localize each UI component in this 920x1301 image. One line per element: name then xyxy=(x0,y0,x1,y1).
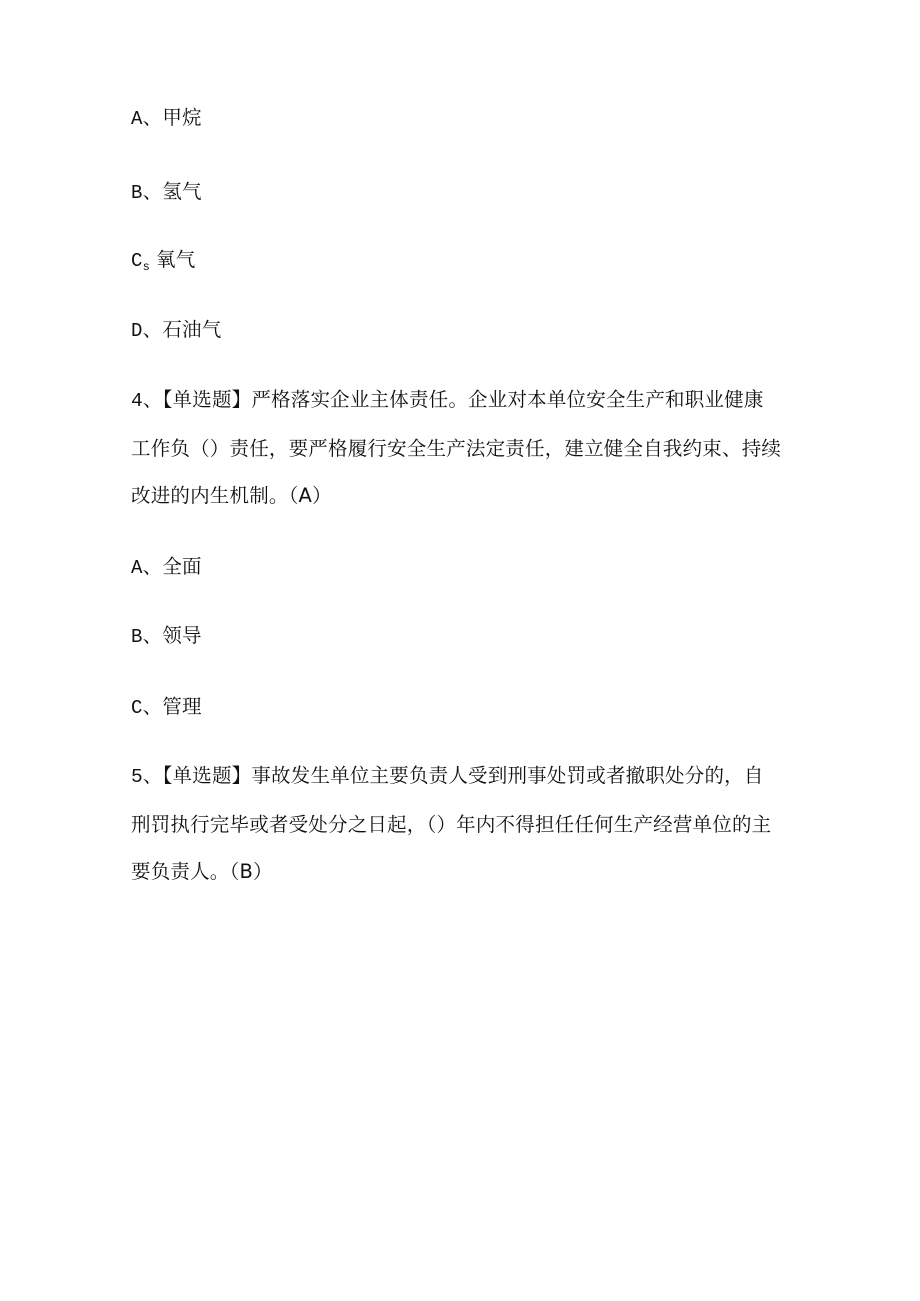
option-separator: 、 xyxy=(142,106,163,129)
option-text: 石油气 xyxy=(162,318,222,341)
option-letter: B xyxy=(131,626,143,648)
question-4 xyxy=(131,376,795,519)
option-letter: B xyxy=(131,182,143,204)
question-line xyxy=(131,376,795,425)
option-b xyxy=(131,180,202,205)
option-c xyxy=(131,248,195,275)
question-line: 刑罚执行完毕或者受处分之日起，（）年内不得担任任何生产经营单位的主 xyxy=(131,813,772,836)
option-b xyxy=(131,624,202,649)
option-text: 氧气 xyxy=(156,248,196,271)
question-number: 4、 xyxy=(131,390,163,412)
option-d xyxy=(131,318,221,343)
question-line: 改进的内生机制。（A） xyxy=(131,484,332,507)
question-line: 要负责人。（B） xyxy=(131,860,273,883)
option-text: 氢气 xyxy=(162,180,202,203)
question-number: 5、 xyxy=(131,766,163,788)
question-line: 工作负（）责任，要严格履行安全生产法定责任，建立健全自我约束、持续 xyxy=(131,437,782,460)
option-separator: 、 xyxy=(142,695,163,718)
option-text: 管理 xyxy=(162,695,202,718)
option-separator: 、 xyxy=(142,318,163,341)
question-5 xyxy=(131,752,795,895)
question-text: 【单选题】事故发生单位主要负责人受到刑事处罚或者撤职处分的，自 xyxy=(162,764,764,787)
option-text: 领导 xyxy=(162,624,202,647)
option-separator: 、 xyxy=(142,555,163,578)
option-separator: 、 xyxy=(142,180,163,203)
option-a xyxy=(131,555,202,580)
option-separator: 、 xyxy=(142,624,163,647)
option-text: 全面 xyxy=(162,555,202,578)
option-letter: D xyxy=(131,320,143,342)
option-letter: A xyxy=(131,557,143,579)
option-letter: C xyxy=(131,697,143,719)
option-text: 甲烷 xyxy=(162,106,202,129)
option-letter: C xyxy=(131,250,143,272)
question-text: 【单选题】严格落实企业主体责任。企业对本单位安全生产和职业健康 xyxy=(162,388,764,411)
option-letter: A xyxy=(131,108,143,130)
option-c xyxy=(131,695,202,720)
question-line xyxy=(131,752,795,801)
option-a xyxy=(131,106,202,131)
option-separator: s xyxy=(142,260,151,274)
